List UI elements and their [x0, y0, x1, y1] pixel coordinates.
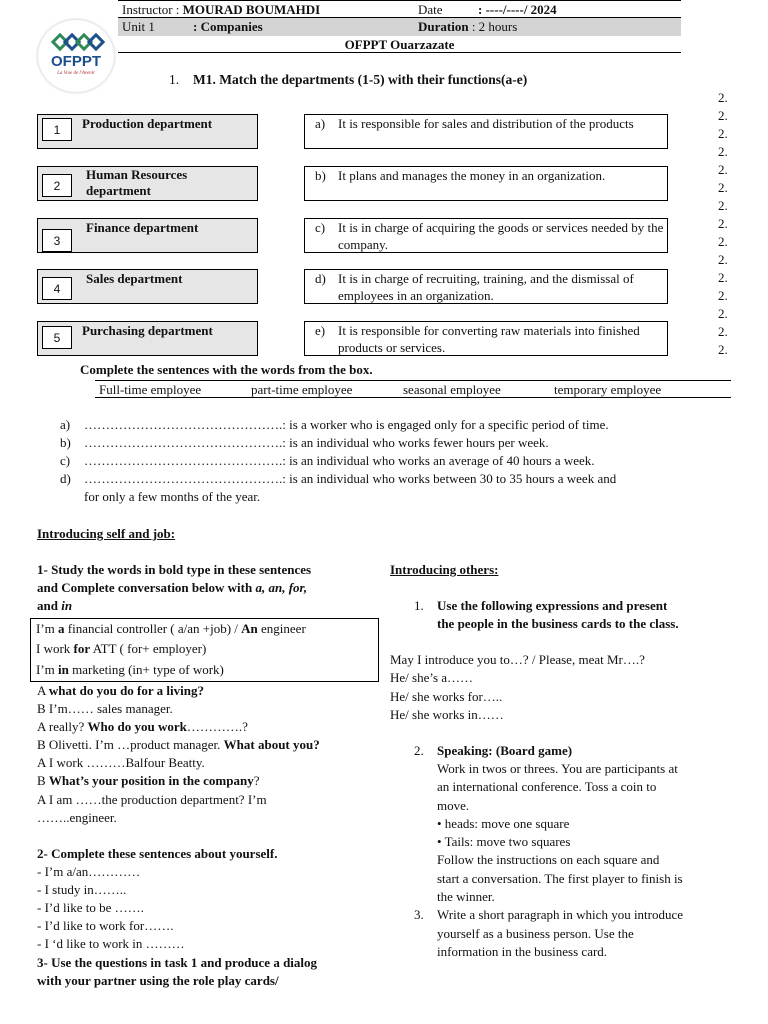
others-item3-line: information in the business card.	[437, 944, 608, 959]
function-letter: d)	[315, 271, 326, 286]
margin-mark: 2.	[718, 126, 728, 141]
task1-title	[169, 71, 527, 89]
study-text: and Complete conversation below with	[37, 580, 256, 595]
complete-line: - I’d like to work for…….	[37, 918, 174, 933]
dialog-line-7: A I am ……the production department? I’m	[37, 792, 267, 807]
function-letter: b)	[315, 168, 326, 183]
function-e	[304, 321, 668, 356]
others-item2-number: 2.	[414, 743, 424, 758]
instructor-field	[122, 1, 320, 19]
duration-field	[418, 18, 517, 36]
others-item2-line: • Tails: move two squares	[437, 834, 571, 849]
others-item1-number: 1.	[414, 598, 424, 613]
department-number: 4	[42, 277, 72, 300]
function-b	[304, 166, 668, 201]
dialog-line-2: B I’m…… sales manager.	[37, 701, 173, 716]
word-box	[95, 380, 731, 398]
study-words: a, an, for,	[255, 580, 308, 595]
function-text: It plans and manages the money in an organization.	[338, 168, 606, 183]
date-value: : ----/----/ 2024	[478, 2, 557, 17]
complete-line: - I’m a/an…………	[37, 864, 141, 879]
margin-mark: 2.	[718, 234, 728, 249]
others-item1-line: Use the following expressions and present	[437, 598, 668, 613]
others-item3-line: Write a short paragraph in which you introduce	[437, 907, 684, 922]
date-label: Date	[418, 2, 443, 17]
instructor-label: Instructor :	[122, 2, 183, 17]
sentence-letter: d)	[60, 471, 71, 486]
others-item2-line: Follow the instructions on each square and	[437, 852, 660, 867]
margin-mark: 2.	[718, 252, 728, 267]
instructor-name: MOURAD BOUMAHDI	[182, 2, 321, 17]
complete-title: 2- Complete these sentences about yourself.	[37, 846, 278, 861]
department-3	[37, 218, 258, 253]
margin-mark: 2.	[718, 216, 728, 231]
function-letter: c)	[315, 220, 326, 235]
department-label: Purchasing department	[82, 323, 213, 338]
sentence-text: ……………………………………….: is a worker who is engaged only for a specific period of time.	[84, 417, 609, 432]
example-box	[30, 618, 379, 682]
margin-mark: 2.	[718, 180, 728, 195]
others-item2-title: Speaking: (Board game)	[437, 743, 573, 758]
dialog-line-1: A what do you do for a living?	[37, 683, 204, 698]
study-line-2	[37, 579, 307, 597]
department-1	[37, 114, 258, 149]
sentence-text: ……………………………………….: is an individual who works fewer hours per week.	[84, 435, 549, 450]
sentence-c	[60, 452, 595, 470]
dialog-line-5: A I work ………Balfour Beatty.	[37, 755, 205, 770]
complete-line: - I ‘d like to work in ………	[37, 936, 185, 951]
expression-line: He/ she’s a……	[390, 670, 474, 685]
department-number: 2	[42, 174, 72, 197]
unit-title: : Companies	[193, 19, 263, 34]
sentence-d	[60, 470, 616, 488]
function-letter: e)	[315, 323, 326, 338]
institute-title: OFPPT Ouarzazate	[118, 36, 681, 53]
expression-line: He/ she works in……	[390, 707, 504, 722]
sentence-letter: b)	[60, 435, 71, 450]
example-line-3: I’m in marketing (in+ type of work)	[36, 662, 224, 677]
word-option: Full-time employee	[99, 382, 202, 397]
margin-mark: 2.	[718, 324, 728, 339]
duration-label: Duration	[418, 19, 469, 34]
others-item3-number: 3.	[414, 907, 424, 922]
margin-mark: 2.	[718, 108, 728, 123]
department-number: 1	[42, 118, 72, 141]
function-d	[304, 269, 668, 304]
expression-line: He/ she works for…..	[390, 689, 503, 704]
study-line-1: 1- Study the words in bold type in these sentences	[37, 562, 312, 577]
department-label: Production department	[82, 116, 213, 131]
department-4	[37, 269, 258, 304]
dialog-line-4: B Olivetti. I’m …product manager. What about you?	[37, 737, 320, 752]
sentence-text: ……………………………………….: is an individual who works an average of 40 hours a week.	[84, 453, 595, 468]
department-5	[37, 321, 258, 356]
sentence-letter: c)	[60, 453, 71, 468]
intro-heading-text: Introducing self and job:	[37, 526, 176, 541]
margin-mark: 2.	[718, 198, 728, 213]
word-option: temporary employee	[554, 382, 662, 397]
task3-line-2: with your partner using the role play cards/	[37, 973, 279, 988]
others-heading	[390, 561, 498, 579]
function-text: It is in charge of recruiting, training, and the dismissal of employees in an organization.	[338, 271, 634, 303]
margin-mark: 2.	[718, 162, 728, 177]
unit-label: Unit 1	[122, 19, 155, 34]
department-number: 5	[42, 326, 72, 349]
function-letter: a)	[315, 116, 326, 131]
others-item2-line: start a conversation. The first player to finish is	[437, 871, 683, 886]
sentence-letter: a)	[60, 417, 71, 432]
expression-line: May I introduce you to…? / Please, meat Mr….?	[390, 652, 645, 667]
word-option: part-time employee	[251, 382, 353, 397]
function-a	[304, 114, 668, 149]
margin-mark: 2.	[718, 342, 728, 357]
sentence-d-continuation: for only a few months of the year.	[84, 489, 261, 504]
logo-tagline: La Voie de l'Avenir	[57, 71, 95, 76]
study-line-3	[37, 597, 72, 615]
complete-line: - I’d like to be …….	[37, 900, 144, 915]
department-number: 3	[42, 229, 72, 252]
dialog-line-8: ……..engineer.	[37, 810, 117, 825]
logo-name: OFPPT	[50, 53, 101, 70]
duration-value: : 2 hours	[468, 19, 518, 34]
header-row-unit	[118, 18, 681, 36]
others-item1-line: the people in the business cards to the class.	[437, 616, 679, 631]
department-2	[37, 166, 258, 201]
others-item3-line: yourself as a business person. Use the	[437, 926, 634, 941]
example-line-1: I’m a financial controller ( a/an +job) / An engineer	[36, 621, 306, 636]
study-word-in: in	[61, 598, 73, 613]
sentence-b	[60, 434, 549, 452]
others-heading-text: Introducing others:	[390, 562, 499, 577]
function-text: It is responsible for converting raw materials into finished products or services.	[338, 323, 640, 355]
margin-mark: 2.	[718, 306, 728, 321]
dialog-line-6: B What’s your position in the company?	[37, 773, 260, 788]
department-label: Sales department	[86, 271, 183, 286]
complete-line: - I study in……..	[37, 882, 127, 897]
function-c	[304, 218, 668, 253]
margin-mark: 2.	[718, 288, 728, 303]
function-text: It is in charge of acquiring the goods or services needed by the company.	[338, 220, 664, 252]
header-row-instructor	[118, 0, 681, 18]
others-item2-line: an international conference. Toss a coin to	[437, 779, 657, 794]
dialog-line-3: A really? Who do you work………….?	[37, 719, 248, 734]
ofppt-logo	[38, 20, 114, 92]
others-item2-line: • heads: move one square	[437, 816, 570, 831]
task3-line-1: 3- Use the questions in task 1 and produce a dialog	[37, 955, 318, 970]
study-text: and	[37, 598, 62, 613]
department-label: Finance department	[86, 220, 199, 235]
word-option: seasonal employee	[403, 382, 501, 397]
margin-mark: 2.	[718, 270, 728, 285]
margin-mark: 2.	[718, 90, 728, 105]
sentence-a	[60, 416, 609, 434]
example-line-2: I work for ATT ( for+ employer)	[36, 641, 207, 656]
task2-title: Complete the sentences with the words from the box.	[80, 362, 373, 377]
department-label: Human Resources department	[86, 167, 188, 198]
task1-number: 1.	[169, 72, 180, 87]
others-item2-line: the winner.	[437, 889, 495, 904]
others-item2-line: Work in twos or threes. You are participants at	[437, 761, 678, 776]
others-item2-line: move.	[437, 798, 470, 813]
sentence-text: ……………………………………….: is an individual who works between 30 to 35 hours a week and	[84, 471, 617, 486]
margin-mark: 2.	[718, 144, 728, 159]
intro-heading	[37, 525, 175, 543]
function-text: It is responsible for sales and distribution of the products	[338, 116, 634, 131]
task1-title-text: M1. Match the departments (1-5) with their functions(a-e)	[193, 72, 528, 87]
